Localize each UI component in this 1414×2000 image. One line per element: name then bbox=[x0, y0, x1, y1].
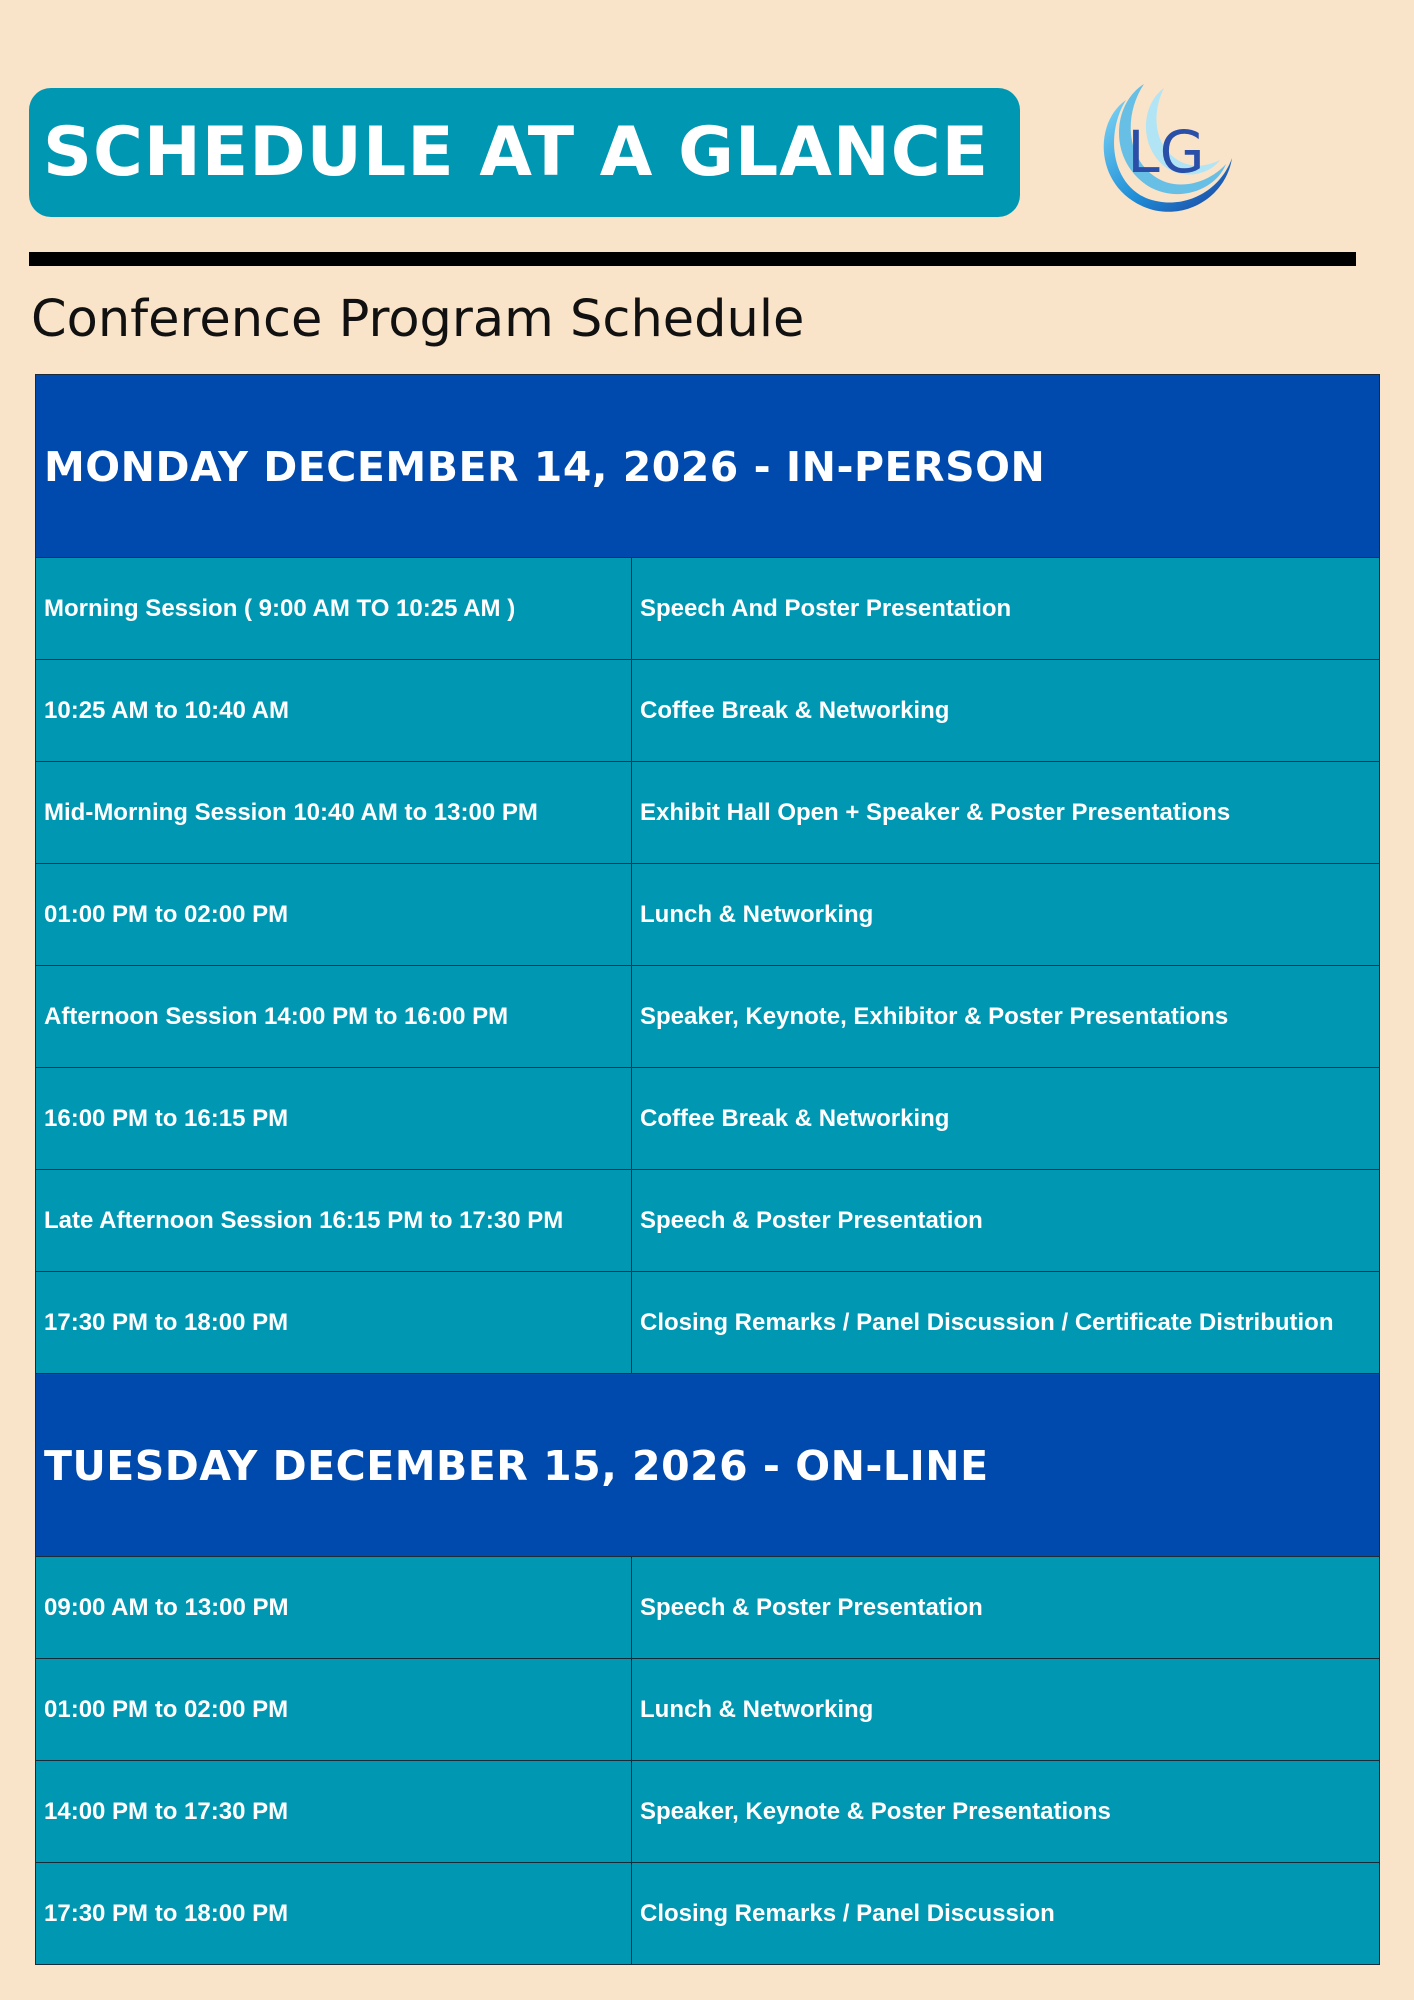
schedule-subtitle: Conference Program Schedule bbox=[31, 290, 805, 349]
table-row bbox=[36, 660, 1380, 762]
page-title: SCHEDULE AT A GLANCE bbox=[43, 113, 990, 192]
divider bbox=[29, 252, 1356, 266]
schedule-table bbox=[35, 374, 1380, 1965]
time-cell: Mid-Morning Session 10:40 AM to 13:00 PM bbox=[36, 762, 632, 864]
table-row bbox=[36, 1863, 1380, 1965]
activity-cell: Speaker, Keynote & Poster Presentations bbox=[632, 1761, 1380, 1863]
activity-cell: Coffee Break & Networking bbox=[632, 660, 1380, 762]
activity-cell: Speech & Poster Presentation bbox=[632, 1170, 1380, 1272]
table-row bbox=[36, 864, 1380, 966]
activity-cell: Closing Remarks / Panel Discussion / Certificate Distribution bbox=[632, 1272, 1380, 1374]
activity-cell: Lunch & Networking bbox=[632, 864, 1380, 966]
table-row bbox=[36, 1659, 1380, 1761]
day-heading: TUESDAY DECEMBER 15, 2026 - ON-LINE bbox=[36, 1374, 1380, 1557]
table-row bbox=[36, 1170, 1380, 1272]
table-row bbox=[36, 1761, 1380, 1863]
time-cell: 17:30 PM to 18:00 PM bbox=[36, 1863, 632, 1965]
activity-cell: Exhibit Hall Open + Speaker & Poster Presentations bbox=[632, 762, 1380, 864]
activity-cell: Speech And Poster Presentation bbox=[632, 558, 1380, 660]
activity-cell: Speaker, Keynote, Exhibitor & Poster Presentations bbox=[632, 966, 1380, 1068]
table-row bbox=[36, 966, 1380, 1068]
table-row bbox=[36, 558, 1380, 660]
title-banner bbox=[29, 88, 1020, 217]
table-row bbox=[36, 1068, 1380, 1170]
activity-cell: Speech & Poster Presentation bbox=[632, 1557, 1380, 1659]
time-cell: 16:00 PM to 16:15 PM bbox=[36, 1068, 632, 1170]
logo-letters: LG bbox=[1127, 118, 1205, 186]
day-heading-row bbox=[36, 1374, 1380, 1557]
time-cell: 14:00 PM to 17:30 PM bbox=[36, 1761, 632, 1863]
time-cell: 10:25 AM to 10:40 AM bbox=[36, 660, 632, 762]
activity-cell: Coffee Break & Networking bbox=[632, 1068, 1380, 1170]
time-cell: Afternoon Session 14:00 PM to 16:00 PM bbox=[36, 966, 632, 1068]
day-heading-row bbox=[36, 375, 1380, 558]
time-cell: 01:00 PM to 02:00 PM bbox=[36, 1659, 632, 1761]
time-cell: 17:30 PM to 18:00 PM bbox=[36, 1272, 632, 1374]
table-row bbox=[36, 1557, 1380, 1659]
time-cell: 01:00 PM to 02:00 PM bbox=[36, 864, 632, 966]
lg-logo bbox=[1086, 74, 1238, 226]
time-cell: Morning Session ( 9:00 AM TO 10:25 AM ) bbox=[36, 558, 632, 660]
time-cell: Late Afternoon Session 16:15 PM to 17:30 PM bbox=[36, 1170, 632, 1272]
time-cell: 09:00 AM to 13:00 PM bbox=[36, 1557, 632, 1659]
table-row bbox=[36, 1272, 1380, 1374]
activity-cell: Closing Remarks / Panel Discussion bbox=[632, 1863, 1380, 1965]
day-heading: MONDAY DECEMBER 14, 2026 - IN-PERSON bbox=[36, 375, 1380, 558]
activity-cell: Lunch & Networking bbox=[632, 1659, 1380, 1761]
table-row bbox=[36, 762, 1380, 864]
